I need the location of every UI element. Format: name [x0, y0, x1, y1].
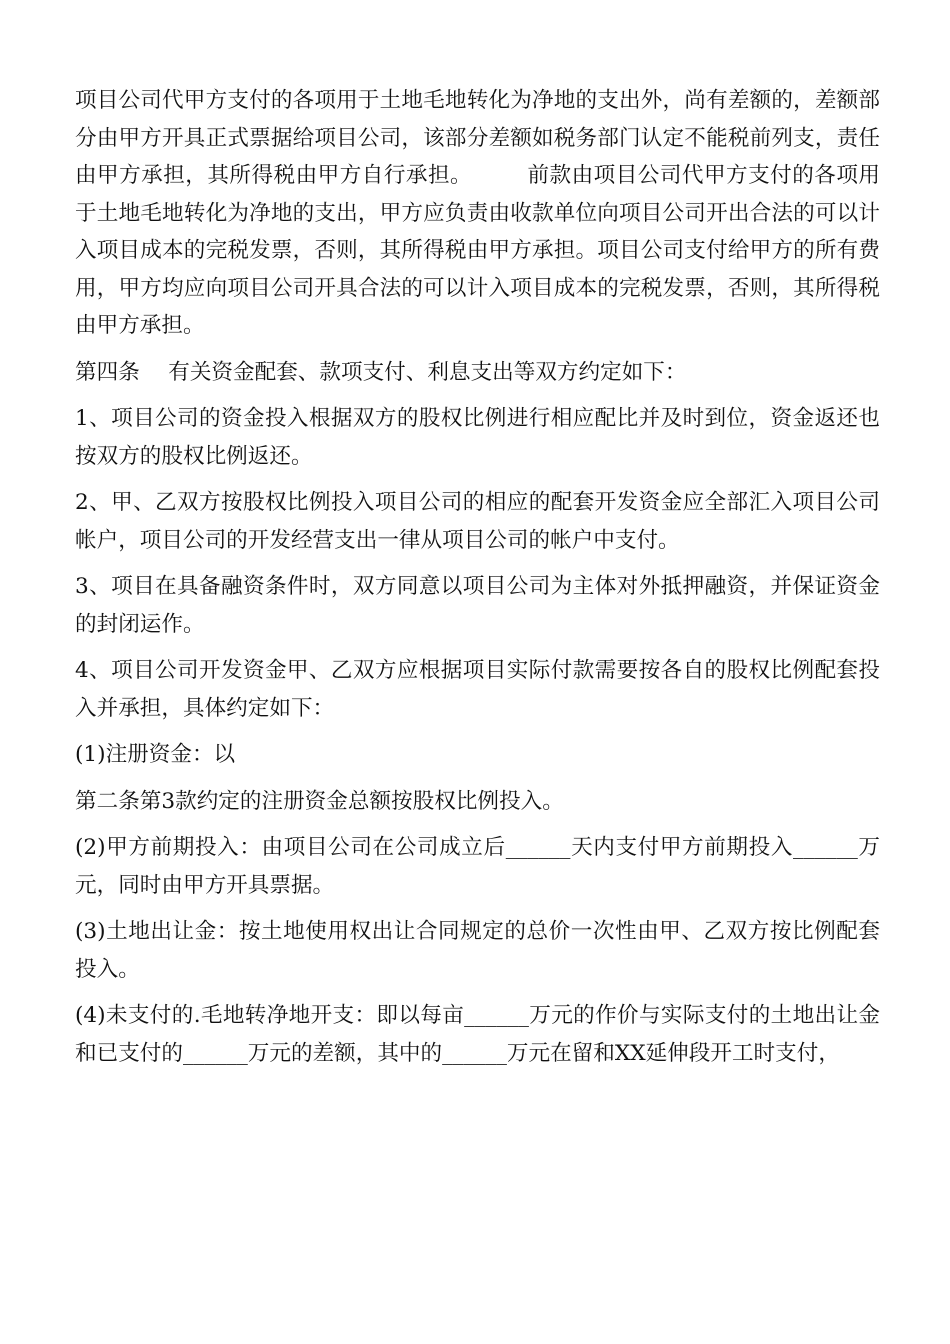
article-4-heading: 第四条 有关资金配套、款项支付、利息支出等双方约定如下：: [75, 359, 687, 385]
item-2-party-a-investment: (2)甲方前期投入：由项目公司在公司成立后______天内支付甲方前期投入______万元，同时由甲方开具票据。: [75, 835, 880, 898]
clause-2: 2、甲、乙双方按股权比例投入项目公司的相应的配套开发资金应全部汇入项目公司帐户，项目公司的开发经营支出一律从项目公司的帐户中支付。: [75, 490, 880, 553]
clause-1: 1、项目公司的资金投入根据双方的股权比例进行相应配比并及时到位，资金返还也按双方的股权比例返还。: [75, 406, 880, 469]
clause-4: 4、项目公司开发资金甲、乙双方应根据项目实际付款需要按各自的股权比例配套投入并承担，具体约定如下：: [75, 658, 880, 721]
item-1-continuation: 第二条第3款约定的注册资金总额按股权比例投入。: [75, 788, 564, 814]
document-body: [75, 82, 880, 1081]
paragraph-tax-responsibility: 项目公司代甲方支付的各项用于土地毛地转化为净地的支出外，尚有差额的，差额部分由甲方开具正式票据给项目公司，该部分差额如税务部门认定不能税前列支，责任由甲方承担，其所得税由甲方自行承担。 前款由项目公司代甲方支付的各项用于土地毛地转化为净地的支出，甲方应负责由收款单位向项目公司开出合法的可以计入项目成本的完税发票，否则，其所得税由甲方承担。项目公司支付给甲方的所有费用，甲方均应向项目公司开具合法的可以计入项目成本的完税发票，否则，其所得税由甲方承担。: [75, 88, 880, 338]
item-4-unpaid-expenses: (4)未支付的.毛地转净地开支：即以每亩______万元的作价与实际支付的土地出让金和已支付的______万元的差额，其中的______万元在留和XX延伸段开工时支付，: [75, 1003, 880, 1066]
clause-3: 3、项目在具备融资条件时，双方同意以项目公司为主体对外抵押融资，并保证资金的封闭运作。: [75, 574, 880, 637]
item-1-registered-capital: (1)注册资金：以: [75, 742, 236, 767]
item-3-land-transfer-fee: (3)土地出让金：按土地使用权出让合同规定的总价一次性由甲、乙双方按比例配套投入。: [75, 919, 880, 982]
